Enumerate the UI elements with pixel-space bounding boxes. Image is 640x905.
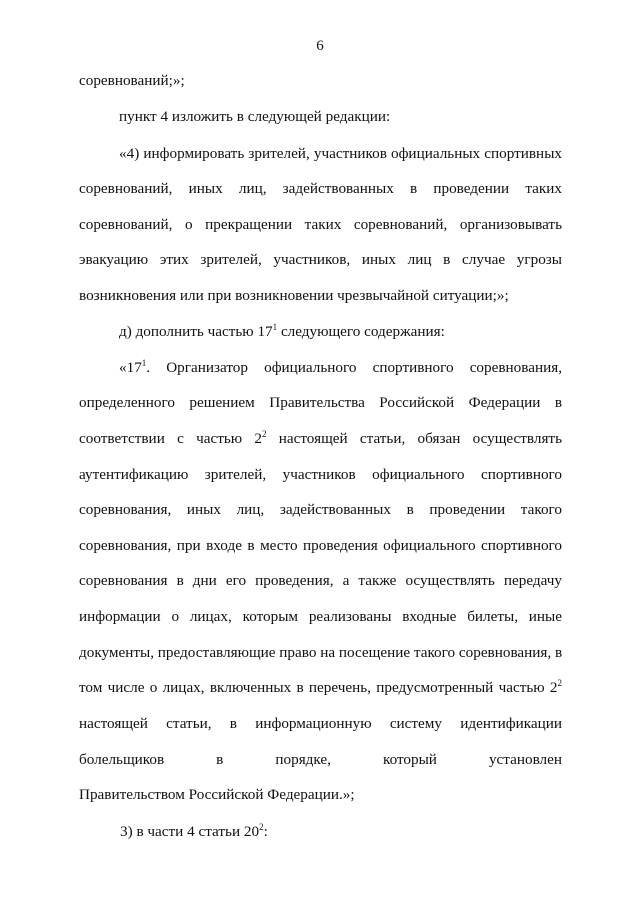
superscript: 1	[272, 322, 278, 332]
text-line: д) дополнить частью $17^1$ следующего содержания:	[119, 322, 445, 340]
text-line: возникновения или при возникновении чрезвычайной ситуации;»;	[79, 287, 509, 304]
text-line: пункт 4 изложить в следующей редакции:	[119, 108, 391, 125]
text-line: соревнования в дни его проведения, а также осуществлять передачу	[79, 572, 562, 589]
text-line: документы, предоставляющие право на посещение такого соревнования, в	[79, 644, 563, 661]
text-line: Правительством Российской Федерации.»;	[79, 786, 355, 803]
text-line: соревнований;»;	[79, 72, 185, 89]
text-line: определенного решением Правительства Российской Федерации в	[79, 394, 562, 411]
text-line: «4) информировать зрителей, участников официальных спортивных	[119, 145, 562, 162]
text-line: аутентификацию зрителей, участников официального спортивного	[79, 466, 562, 483]
text-line: том числе о лицах, включенных в перечень, предусмотренный частью $2^2$	[79, 678, 562, 696]
text-line: эвакуацию этих зрителей, участников, иных лиц в случае угрозы	[79, 251, 562, 268]
superscript: 2	[557, 678, 562, 688]
text-line: соревнований, о прекращении таких соревнований, организовывать	[79, 216, 562, 233]
page-number: 6	[316, 38, 324, 54]
text-line: болельщиков в порядке, который установлен	[79, 751, 562, 768]
text-line: соответствии с частью $2^2$ настоящей статьи, обязан осуществлять	[79, 429, 562, 447]
superscript: 2	[259, 822, 264, 832]
text-line: соревнований, иных лиц, задействованных в проведении таких	[79, 180, 562, 197]
text-line: «$17^1$. Организатор официального спортивного соревнования,	[119, 358, 562, 376]
text-line: соревнования, иных лиц, задействованных в проведении такого	[79, 501, 562, 518]
text-line: настоящей статьи, в информационную систему идентификации	[79, 715, 562, 732]
text-line: информации о лицах, которым реализованы входные билеты, иные	[79, 608, 562, 625]
superscript: 1	[141, 358, 147, 368]
superscript: 2	[261, 429, 267, 439]
text-line: соревнования, при входе в место проведения официального спортивного	[79, 537, 562, 554]
text-line: 3) в части 4 статьи $20^2$:	[120, 822, 268, 840]
